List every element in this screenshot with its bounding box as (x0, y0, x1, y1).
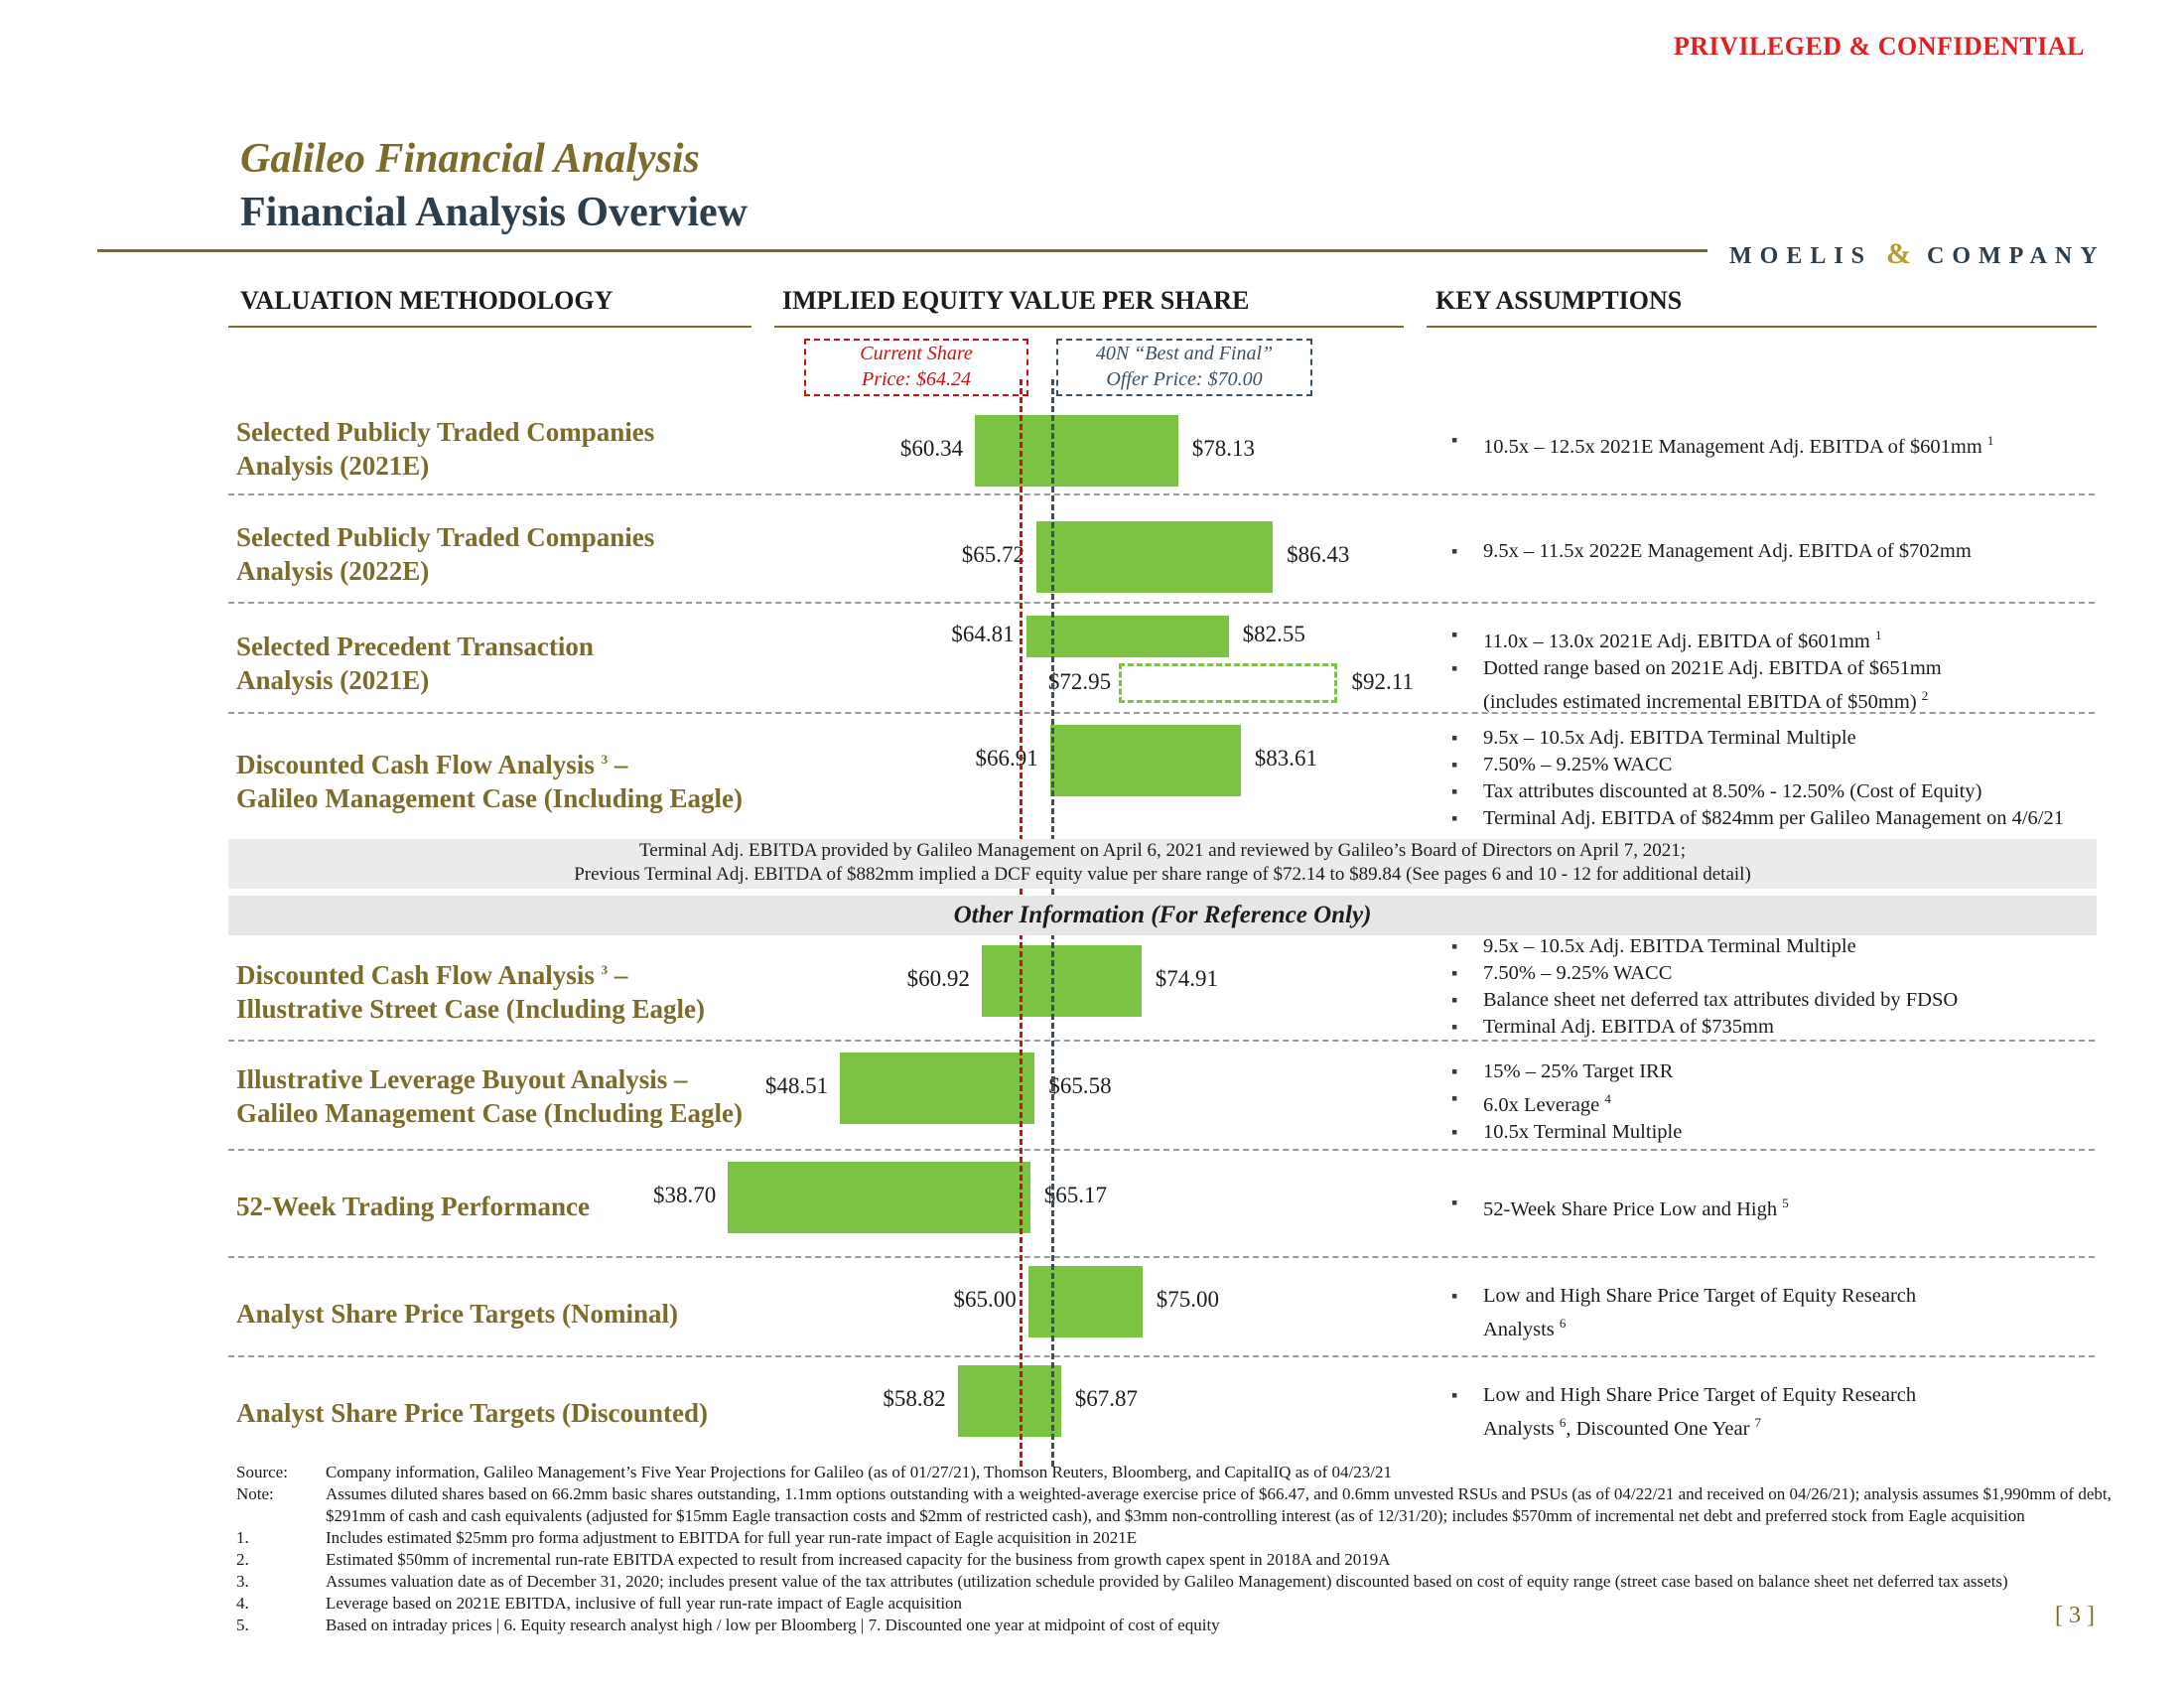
range-low-value: $66.91 (975, 746, 1038, 771)
assumption-text: 10.5x – 12.5x 2021E Management Adj. EBITDA of $601mm (1483, 435, 1982, 458)
footnote-ref: 7 (1754, 1415, 1762, 1430)
methodology-line1 (236, 1062, 743, 1096)
assumption-item (1451, 960, 1958, 987)
company-logo (1729, 237, 2106, 271)
assumption-text: 11.0x – 13.0x 2021E Adj. EBITDA of $601mm (1483, 630, 1870, 652)
footnote-text: Company information, Galileo Management’s Five Year Projections for Galileo (as of 01/27/21), Thomson Reuters, Bloomberg, and CapitalIQ as of 04/23/21 (326, 1463, 1392, 1481)
row-divider (228, 1355, 2095, 1357)
footnote-text: Assumes valuation date as of December 31, 2020; includes present value of the tax attributes (utilization schedule provided by Galileo Management) discounted based on cost of equity range (street case based on balance sheet net deferred tax assets) (326, 1572, 2008, 1591)
column-rule-assumptions (1427, 326, 2097, 328)
current-price-label (804, 339, 1028, 396)
assumption-text: 7.50% – 9.25% WACC (1483, 754, 1673, 775)
range-bar (1050, 725, 1241, 796)
range-high-value: $86.43 (1287, 542, 1350, 567)
assumption-item (1451, 1119, 1682, 1146)
row-divider (228, 493, 2095, 495)
methodology-line1 (236, 630, 594, 663)
key-assumptions (1451, 427, 1993, 461)
footnote-text: Leverage based on 2021E EBITDA, inclusive of full year run-rate impact of Eagle acquisition (326, 1594, 963, 1613)
range-bar (958, 1365, 1061, 1437)
key-assumptions (1451, 725, 2064, 832)
logo-amp: & (1886, 237, 1914, 270)
assumption-item (1451, 1283, 1916, 1310)
footnote-key: 2. (236, 1550, 249, 1569)
range-high-value: $65.58 (1048, 1073, 1112, 1098)
dotted-low-value: $72.95 (1047, 669, 1112, 694)
assumption-item (1451, 427, 1993, 461)
row-divider (228, 1256, 2095, 1258)
range-bar (1028, 1266, 1143, 1337)
methodology-line1-text: 52-Week Trading Performance (236, 1192, 590, 1221)
footnote-ref: 3 (601, 752, 609, 767)
methodology-line1-text: Analyst Share Price Targets (Nominal) (236, 1299, 678, 1329)
range-bar (1026, 616, 1229, 657)
methodology-line1-suffix: – (608, 750, 628, 779)
footnote-row (236, 1593, 2162, 1615)
footnote-text: Includes estimated $25mm pro forma adjustment to EBITDA for full year run-rate impact of Eagle acquisition in 2021E (326, 1528, 1138, 1547)
footnote-row (236, 1483, 2162, 1527)
assumption-list (1451, 622, 1942, 716)
methodology-line2: Analysis (2021E) (236, 451, 430, 481)
range-low-value: $64.81 (951, 622, 1015, 646)
range-bar (982, 945, 1142, 1017)
footnote-row (236, 1615, 2162, 1636)
methodology-line1 (236, 1297, 678, 1331)
dotted-high-value: $92.11 (1351, 669, 1414, 694)
methodology-line1 (236, 1190, 590, 1223)
footnote-text: Based on intraday prices | 6. Equity research analyst high / low per Bloomberg | 7. Discounted one year at midpoint of cost of equity (326, 1616, 1220, 1634)
assumption-list (1451, 427, 1993, 461)
assumption-item (1451, 655, 1942, 682)
assumption-text: (includes estimated incremental EBITDA of $50mm) (1483, 690, 1917, 713)
current-price-label-line1: Current Share (860, 343, 973, 364)
methodology-line1 (236, 520, 654, 554)
footnote-row (236, 1549, 2162, 1571)
range-bar (1036, 521, 1273, 593)
assumption-item (1451, 1310, 1916, 1343)
assumption-text: 9.5x – 11.5x 2022E Management Adj. EBITDA of $702mm (1483, 540, 1972, 562)
title-rule (97, 249, 1707, 252)
methodology-label (236, 953, 705, 1026)
footnote-ref: 6 (1559, 1316, 1567, 1331)
methodology-line2: Illustrative Street Case (Including Eagle) (236, 994, 705, 1024)
range-low-value: $60.34 (899, 436, 964, 461)
range-high-value: $74.91 (1155, 966, 1218, 991)
methodology-line1 (236, 953, 705, 992)
footnote-key: Note: (236, 1484, 274, 1503)
confidential-label: PRIVILEGED & CONFIDENTIAL (1673, 32, 2085, 61)
key-assumptions (1451, 1058, 1682, 1146)
offer-price-label (1056, 339, 1312, 396)
assumption-item (1451, 1382, 1916, 1409)
assumption-text: 6.0x Leverage (1483, 1093, 1600, 1116)
methodology-line1-text: Selected Publicly Traded Companies (236, 417, 655, 447)
assumption-item (1451, 1085, 1682, 1119)
offer-price-label-line1: 40N “Best and Final” (1095, 343, 1274, 364)
footnote-text: Estimated $50mm of incremental run-rate EBITDA expected to result from increased capacity for the business from growth capex spent in 2018A and 2019A (326, 1550, 1391, 1569)
methodology-label (236, 1190, 590, 1223)
assumption-text: Balance sheet net deferred tax attributes divided by FDSO (1483, 989, 1959, 1011)
assumption-text: Analysts (1483, 1318, 1555, 1340)
methodology-label (236, 1297, 678, 1331)
range-high-value: $83.61 (1254, 746, 1317, 771)
assumption-text: 10.5x Terminal Multiple (1483, 1120, 1683, 1143)
range-high-value: $65.17 (1043, 1183, 1107, 1207)
footnote-row (236, 1462, 2162, 1483)
methodology-line1 (236, 1396, 708, 1430)
assumption-text: 9.5x – 10.5x Adj. EBITDA Terminal Multiple (1483, 935, 1856, 957)
assumption-item (1451, 1058, 1682, 1085)
footnote-ref: 3 (601, 962, 609, 977)
range-low-value: $58.82 (883, 1386, 946, 1411)
range-bar (840, 1053, 1034, 1124)
assumption-text: Analysts (1483, 1417, 1555, 1440)
assumption-item (1451, 538, 1972, 565)
range-low-value: $65.72 (961, 542, 1025, 567)
methodology-line1-suffix: – (608, 960, 628, 990)
assumption-tail: , Discounted One Year (1566, 1417, 1750, 1440)
methodology-line2: Galileo Management Case (Including Eagle) (236, 783, 743, 813)
logo-left: MOELIS (1729, 243, 1873, 269)
footnote-key: 5. (236, 1616, 249, 1634)
assumption-list (1451, 725, 2064, 832)
key-assumptions (1451, 1283, 1916, 1343)
assumption-list (1451, 538, 1972, 565)
assumption-text: Low and High Share Price Target of Equity Research (1483, 1285, 1917, 1307)
terminal-ebitda-note-line2: Previous Terminal Adj. EBITDA of $882mm implied a DCF equity value per share range of $72.14 to $89.84 (See pages 6 and 10 - 12 for additional detail) (574, 864, 1751, 885)
range-high-value: $78.13 (1191, 436, 1255, 461)
methodology-line1 (236, 743, 743, 781)
footnotes (236, 1462, 2162, 1636)
column-header-assumptions: KEY ASSUMPTIONS (1435, 286, 1683, 315)
methodology-line2: Analysis (2021E) (236, 665, 430, 695)
assumption-text: Tax attributes discounted at 8.50% - 12.50% (Cost of Equity) (1483, 780, 1982, 802)
methodology-line2: Galileo Management Case (Including Eagle) (236, 1098, 743, 1128)
assumption-item (1451, 622, 1942, 655)
page-number: [ 3 ] (2055, 1603, 2095, 1628)
column-rule-implied (774, 326, 1404, 328)
methodology-line1-text: Selected Publicly Traded Companies (236, 522, 655, 552)
assumption-text: 9.5x – 10.5x Adj. EBITDA Terminal Multiple (1483, 727, 1856, 749)
methodology-label (236, 630, 594, 697)
assumption-list (1451, 933, 1958, 1041)
range-low-value: $65.00 (953, 1287, 1017, 1312)
range-low-value: $38.70 (653, 1183, 717, 1207)
methodology-label (236, 520, 654, 588)
assumption-item (1451, 1190, 1789, 1223)
methodology-line1-text: Illustrative Leverage Buyout Analysis – (236, 1064, 688, 1094)
assumption-item (1451, 725, 2064, 752)
methodology-label (236, 1396, 708, 1430)
footnote-text: Assumes diluted shares based on 66.2mm basic shares outstanding, 1.1mm options outstanding with a weighted-average exercise price of $66.47, and 0.6mm unvested RSUs and PSUs (as of 04/22/21 and received on 04/26/21); analysis assumes $1,990mm of debt, $291mm of cash and cash equivalents (adjusted for $15mm Eagle transaction costs and $2mm of restricted cash), and $3mm non-controlling interest (as of 12/31/20); includes $570mm of incremental net debt and preferred stock from Eagle acquisition (326, 1484, 2112, 1525)
page-subtitle: Financial Analysis Overview (240, 190, 749, 235)
footnote-key: Source: (236, 1463, 288, 1481)
methodology-line1 (236, 415, 654, 449)
assumption-text: 52-Week Share Price Low and High (1483, 1197, 1778, 1220)
assumption-item (1451, 1409, 1916, 1443)
assumption-text: 7.50% – 9.25% WACC (1483, 962, 1673, 984)
column-header-methodology: VALUATION METHODOLOGY (240, 286, 614, 315)
footnote-key: 4. (236, 1594, 249, 1613)
key-assumptions (1451, 622, 1942, 716)
range-high-value: $82.55 (1242, 622, 1305, 646)
range-bar (728, 1162, 1029, 1233)
key-assumptions (1451, 933, 1958, 1041)
assumption-text: Low and High Share Price Target of Equity Research (1483, 1384, 1917, 1406)
range-low-value: $60.92 (906, 966, 970, 991)
assumption-item (1451, 805, 2064, 832)
footnote-ref: 5 (1782, 1196, 1789, 1210)
assumption-text: 15% – 25% Target IRR (1483, 1060, 1674, 1082)
key-assumptions (1451, 1382, 1916, 1443)
key-assumptions (1451, 1190, 1789, 1223)
footnote-ref: 4 (1604, 1091, 1611, 1106)
methodology-label (236, 415, 654, 483)
methodology-label (236, 743, 743, 815)
key-assumptions (1451, 538, 1972, 565)
methodology-label (236, 1062, 743, 1130)
footnote-ref: 2 (1921, 687, 1929, 703)
footnote-row (236, 1571, 2162, 1593)
footnote-key: 1. (236, 1528, 249, 1547)
methodology-line1-text: Analyst Share Price Targets (Discounted) (236, 1398, 708, 1428)
offer-price-label-line2: Offer Price: $70.00 (1106, 368, 1263, 390)
logo-right: COMPANY (1927, 243, 2106, 269)
other-information-banner: Other Information (For Reference Only) (228, 896, 2097, 935)
assumption-item (1451, 752, 2064, 778)
assumption-item (1451, 933, 1958, 960)
range-low-value: $48.51 (764, 1073, 829, 1098)
row-divider (228, 602, 2095, 604)
assumption-list (1451, 1382, 1916, 1443)
terminal-ebitda-note (228, 839, 2097, 889)
assumption-text: Dotted range based on 2021E Adj. EBITDA of $651mm (1483, 656, 1942, 679)
footnote-ref: 1 (1875, 628, 1882, 642)
terminal-ebitda-note-line1: Terminal Adj. EBITDA provided by Galileo Management on April 6, 2021 and reviewed by Galileo’s Board of Directors on April 7, 2021; (638, 840, 1687, 861)
footnote-ref: 1 (1986, 433, 1994, 448)
assumption-item (1451, 1014, 1958, 1041)
assumption-text: Terminal Adj. EBITDA of $824mm per Galileo Management on 4/6/21 (1483, 807, 2064, 829)
assumption-list (1451, 1190, 1789, 1223)
methodology-line1-text: Discounted Cash Flow Analysis (236, 750, 595, 779)
methodology-line2: Analysis (2022E) (236, 556, 430, 586)
current-price-label-line2: Price: $64.24 (862, 368, 971, 390)
range-high-value: $75.00 (1156, 1287, 1219, 1312)
page-title: Galileo Financial Analysis (240, 136, 700, 182)
assumption-list (1451, 1283, 1916, 1343)
range-high-value: $67.87 (1074, 1386, 1138, 1411)
dotted-range-bar (1119, 663, 1337, 703)
assumption-item (1451, 778, 2064, 805)
assumption-text: Terminal Adj. EBITDA of $735mm (1483, 1016, 1774, 1038)
assumption-item (1451, 987, 1958, 1014)
row-divider (228, 1149, 2095, 1151)
range-bar (975, 415, 1178, 487)
methodology-line1-text: Discounted Cash Flow Analysis (236, 960, 595, 990)
column-header-implied: IMPLIED EQUITY VALUE PER SHARE (782, 286, 1250, 315)
assumption-list (1451, 1058, 1682, 1146)
methodology-line1-text: Selected Precedent Transaction (236, 632, 594, 661)
assumption-item (1451, 682, 1942, 716)
footnote-key: 3. (236, 1572, 249, 1591)
footnote-row (236, 1527, 2162, 1549)
column-rule-methodology (228, 326, 751, 328)
footnote-ref: 6 (1559, 1415, 1567, 1430)
